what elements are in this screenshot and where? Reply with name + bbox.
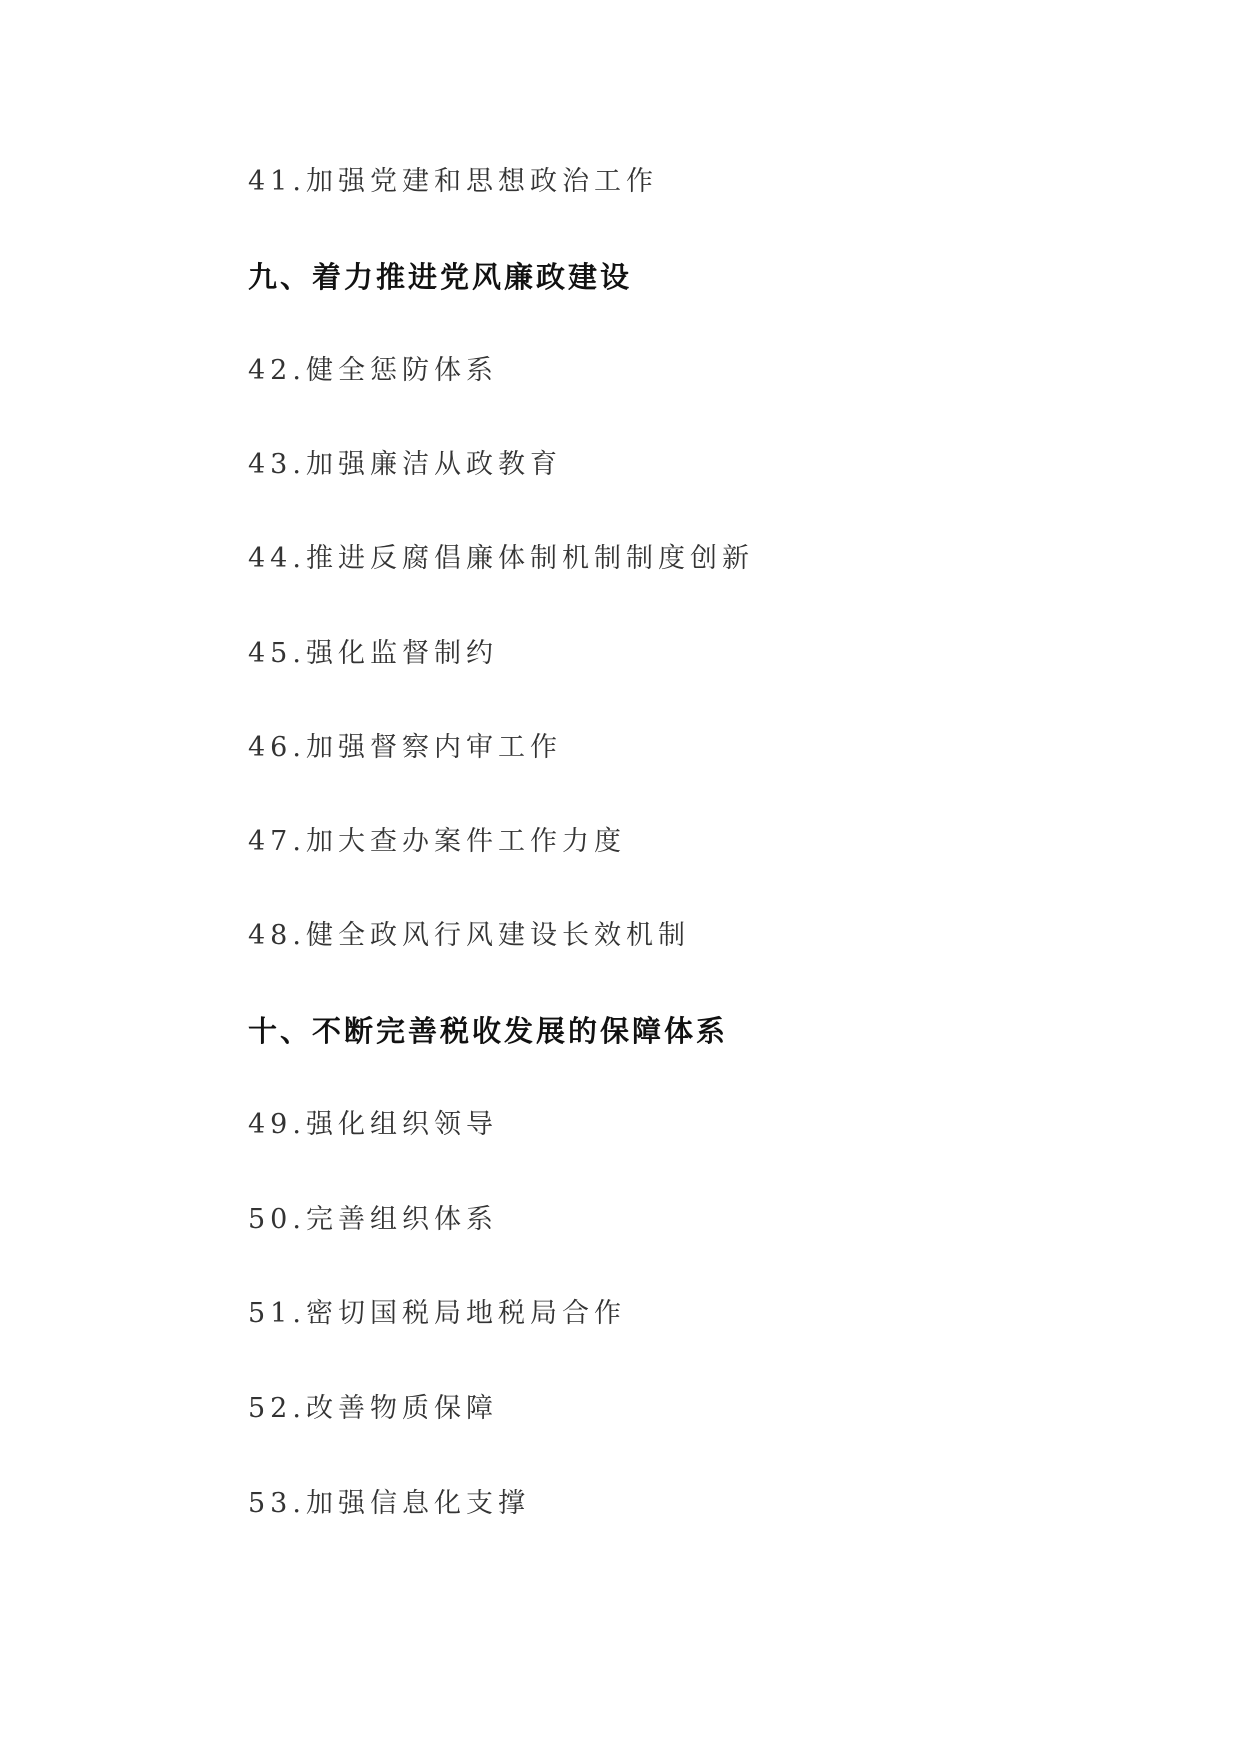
list-item-42: 42.健全惩防体系 (248, 355, 498, 386)
list-item-49: 49.强化组织领导 (248, 1109, 498, 1140)
list-item-46: 46.加强督察内审工作 (248, 732, 562, 763)
list-item-44: 44.推进反腐倡廉体制机制制度创新 (248, 543, 754, 574)
list-item-50: 50.完善组织体系 (248, 1204, 498, 1235)
section-heading-10: 十、不断完善税收发展的保障体系 (248, 1014, 729, 1048)
list-item-51: 51.密切国税局地税局合作 (248, 1298, 626, 1329)
section-heading-9: 九、着力推进党风廉政建设 (248, 260, 633, 294)
list-item-45: 45.强化监督制约 (248, 638, 498, 669)
list-item-43: 43.加强廉洁从政教育 (248, 449, 562, 480)
list-item-48: 48.健全政风行风建设长效机制 (248, 920, 690, 951)
list-item-52: 52.改善物质保障 (248, 1393, 498, 1424)
list-item-47: 47.加大查办案件工作力度 (248, 826, 626, 857)
list-item-41: 41.加强党建和思想政治工作 (248, 166, 658, 197)
list-item-53: 53.加强信息化支撑 (248, 1488, 530, 1519)
